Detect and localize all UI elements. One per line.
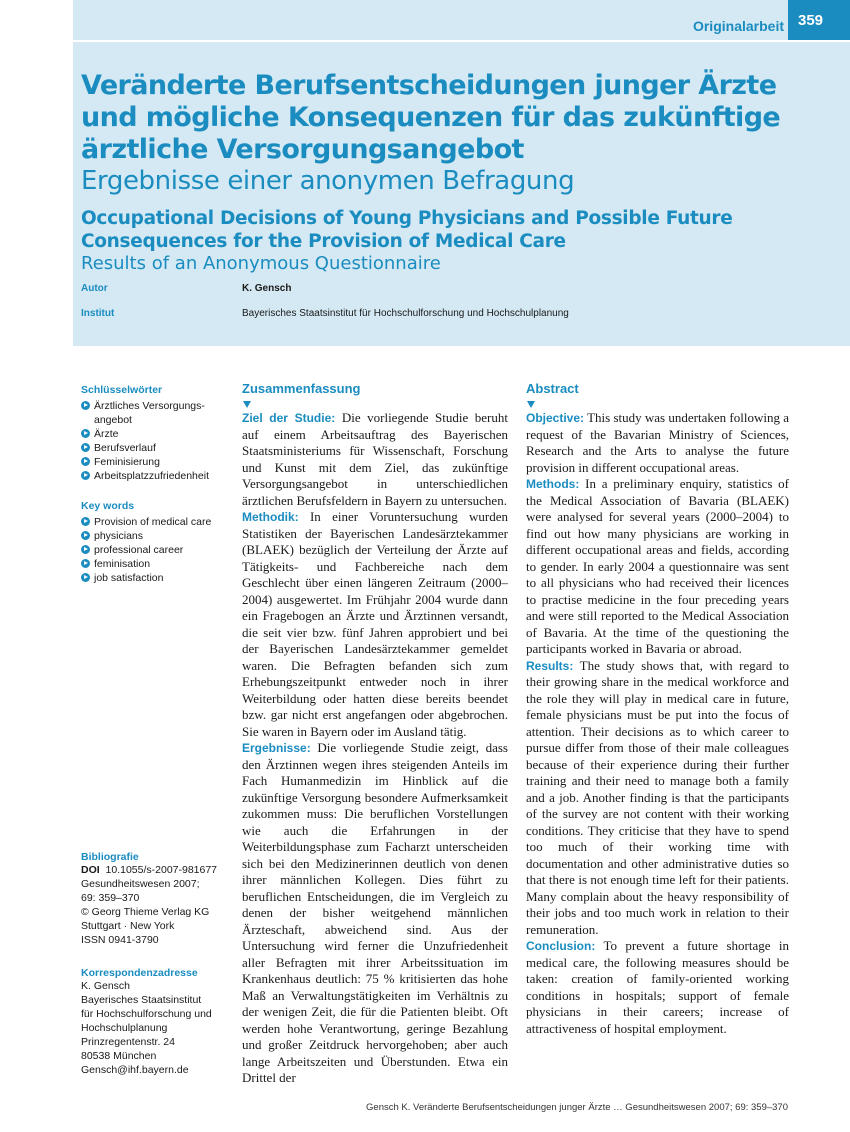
- keywords-german-list: [81, 399, 231, 483]
- paragraph-text: To prevent a future shortage in medical care, the following measures should be taken: creation of family-oriented working conditions in hospitals; support of female physicians in their careers; increase of attractiveness of hospital employment.: [526, 938, 789, 1036]
- keyword-text: Ärzte: [94, 428, 119, 440]
- paragraph-lead: Results:: [526, 658, 574, 673]
- keywords-german-heading: Schlüsselwörter: [81, 384, 163, 396]
- correspondence-line: Hochschulplanung: [81, 1022, 168, 1034]
- keyword-text: Ärztliches Versorgungs-angebot: [94, 400, 205, 426]
- zusammenfassung-heading: Zusammenfassung: [242, 381, 361, 396]
- abstract-heading: Abstract: [526, 381, 579, 396]
- page-number: 359: [788, 0, 850, 40]
- bibliography-heading: Bibliografie: [81, 851, 139, 863]
- institute-name: Bayerisches Staatsinstitut für Hochschulforschung und Hochschulplanung: [242, 308, 569, 319]
- paragraph-lead: Ziel der Studie:: [242, 411, 336, 425]
- copyright: © Georg Thieme Verlag KG: [81, 906, 210, 918]
- triangle-down-icon: [527, 401, 535, 408]
- abstract-column: [526, 380, 789, 1037]
- correspondence-line: Prinzregentenstr. 24: [81, 1036, 175, 1048]
- title-english: Occupational Decisions of Young Physicians and Possible Future Consequences for the Provision of Medical Care: [81, 208, 733, 252]
- keywords-german-block: [81, 384, 231, 483]
- keyword-text: Berufsverlauf: [94, 442, 156, 454]
- correspondence-name: K. Gensch: [81, 980, 131, 992]
- section-label: Originalarbeit: [692, 18, 784, 34]
- correspondence-email[interactable]: Gensch@ihf.bayern.de: [81, 1064, 189, 1076]
- paragraph-lead: Conclusion:: [526, 939, 596, 953]
- correspondence-block: [81, 967, 231, 1077]
- subtitle-german: Ergebnisse einer anonymen Befragung: [81, 166, 575, 196]
- arrow-bullet-icon: [81, 559, 90, 568]
- correspondence-heading: Korrespondenzadresse: [81, 967, 198, 979]
- keyword-text: Arbeitsplatzzufriedenheit: [94, 470, 209, 482]
- paragraph-text: This study was undertaken following a request of the Bavarian Ministry of Sciences, Research and the Arts to analyse the future provision in different occupational areas.: [526, 410, 790, 475]
- arrow-bullet-icon: [81, 531, 90, 540]
- author-label: Autor: [81, 283, 108, 294]
- doi-line: [81, 863, 231, 877]
- correspondence-line: Bayerisches Staatsinstitut: [81, 994, 202, 1006]
- keyword-text: physicians: [94, 530, 144, 542]
- header-divider: [73, 40, 850, 42]
- keyword-item: [81, 469, 231, 483]
- paragraph-lead: Ergebnisse:: [242, 741, 311, 755]
- journal-pages: 69: 359–370: [81, 892, 140, 904]
- arrow-bullet-icon: [81, 401, 90, 410]
- keyword-item: [81, 399, 231, 427]
- footer-citation: Gensch K. Veränderte Berufsentscheidungen junger Ärzte … Gesundheitswesen 2007; 69: 359–370: [366, 1102, 788, 1113]
- publisher-city: Stuttgart · New York: [81, 920, 175, 932]
- arrow-bullet-icon: [81, 545, 90, 554]
- abstract-text: [526, 410, 789, 1037]
- keywords-english-heading: Key words: [81, 500, 135, 512]
- keyword-item: [81, 427, 231, 441]
- issn: ISSN 0941-3790: [81, 934, 159, 946]
- keyword-text: Provision of medical care: [94, 516, 212, 528]
- keywords-english-block: [81, 500, 231, 585]
- keyword-text: professional career: [94, 544, 184, 556]
- correspondence-line: 80538 München: [81, 1050, 157, 1062]
- subtitle-english: Results of an Anonymous Questionnaire: [81, 253, 441, 274]
- keyword-item: [81, 441, 231, 455]
- arrow-bullet-icon: [81, 457, 90, 466]
- keywords-english-list: [81, 515, 231, 585]
- paragraph-text: In a preliminary enquiry, statistics of the Medical Association of Bavaria (BLAEK) were analysed for several years (2000–2004) to find out how many physicians are working in different occupational areas and fields, according to gender. In early 2004 a questionnaire was sent to all physicians who had received their licences to practise medicine in the four preceding years and were still reported to the Medical Association of Bavaria. At the time of the questioning the participants worked in Bavaria or abroad.: [526, 476, 790, 656]
- arrow-bullet-icon: [81, 573, 90, 582]
- journal-citation: Gesundheitswesen 2007;: [81, 878, 200, 890]
- keyword-item: [81, 557, 231, 571]
- keyword-text: Feminisierung: [94, 456, 160, 468]
- arrow-bullet-icon: [81, 429, 90, 438]
- keyword-item: [81, 571, 231, 585]
- triangle-down-icon: [243, 401, 251, 408]
- author-name: K. Gensch: [242, 283, 292, 294]
- bibliography-block: [81, 851, 231, 947]
- arrow-bullet-icon: [81, 471, 90, 480]
- paragraph-text: In einer Voruntersuchung wurden Statistiken der Bayerischen Landesärztekammer (BLAEK) bezüglich der Verteilung der Ärzte auf Tätigkeits- und Fachbereiche nach dem Geschlecht über einen längeren Zeitraum (2000–2004) ausgewertet. Im Frühjahr 2004 wurde dann ein Fragebogen an Ärzte und Ärztinnen versandt, die seit vier bzw. fünf Jahren approbiert und bei der Bayerischen Landesärztekammer gemeldet waren. Die Befragten befanden sich zum Erhebungszeitpunkt entweder noch in ihrer Weiterbildung oder hatten diese bereits beendet bzw. gar nicht erst angefangen oder abgebrochen. Sie waren in Bayern oder im Ausland tätig.: [242, 509, 508, 739]
- paragraph-text: Die vorliegende Studie zeigt, dass den Ärztinnen wegen ihres steigenden Anteils im Fach Humanmedizin im Hinblick auf die zukünftige Versorgung besondere Aufmerksamkeit zukommen muss: Die beruflichen Vorstellungen wie auch die Erfahrungen in der Weiterbildungsphase zum Facharzt unterscheiden sich bei den Medizinerinnen deutlich von denen ihrer männlichen Kollegen. Dies führt zu beruflichen Entscheidungen, die im Vergleich zu denen der bisher weitgehend männlichen Ärzteschaft, abweichend sind. Aus der Untersuchung wird ferner die Unzufriedenheit aller Befragten mit ihrer Arbeitssituation im Krankenhaus deutlich: 75 % kritisierten das hohe Maß an Verwaltungstätigkeiten im Verhältnis zu der wenigen Zeit, die für die Patienten bleibt. Oft werden hohe Verantwortung, geringe Bezahlung und großer Zeitdruck hervorgehoben; aber auch lange Arbeitszeiten und Überstunden. Etwa ein Drittel der: [242, 740, 508, 1085]
- paragraph-lead: Methodik:: [242, 510, 299, 524]
- paragraph-text: The study shows that, with regard to their growing share in the medical workforce and the role they will play in medical care in future, female physicians must be put into the focus of attention. Their decisions as to which career to pursue differ from those of their male colleagues because of their experience during their further training and their need to manage both a family and a job. Another finding is that the participants of the survey are not content with their working conditions. They criticise that they have to spend too much of their working time with documentation and other administrative duties so that there is not enough time left for their patients. Many complain about the heavy responsibility of their jobs and too much work in relation to their remuneration.: [526, 657, 789, 937]
- title-german: Veränderte Berufsentscheidungen junger Ärzte und mögliche Konsequenzen für das zukünftige ärztliche Versorgungsangebot: [81, 70, 781, 165]
- keyword-item: [81, 455, 231, 469]
- doi-value: 10.1055/s-2007-981677: [105, 864, 218, 876]
- keyword-item: [81, 543, 231, 557]
- keyword-text: job satisfaction: [94, 572, 164, 584]
- keyword-text: feminisation: [94, 558, 151, 570]
- zusammenfassung-text: [242, 410, 508, 1087]
- keyword-item: [81, 529, 231, 543]
- arrow-bullet-icon: [81, 443, 90, 452]
- paragraph-lead: Objective:: [526, 411, 585, 425]
- arrow-bullet-icon: [81, 517, 90, 526]
- doi-label: DOI: [81, 864, 100, 876]
- correspondence-line: für Hochschulforschung und: [81, 1008, 212, 1020]
- institute-label: Institut: [81, 308, 115, 319]
- keyword-item: [81, 515, 231, 529]
- paragraph-lead: Methods:: [526, 477, 580, 491]
- paragraph-text: Die vorliegende Studie beruht auf einem Arbeitsauftrag des Bayerischen Staatsministeriums für Wissenschaft, Forschung und Kunst mit dem Ziel, das zukünftige Versorgungsangebot in unterschiedlichen ärztlichen Berufsfeldern in Bayern zu untersuchen.: [242, 410, 508, 508]
- zusammenfassung-column: [242, 380, 508, 1087]
